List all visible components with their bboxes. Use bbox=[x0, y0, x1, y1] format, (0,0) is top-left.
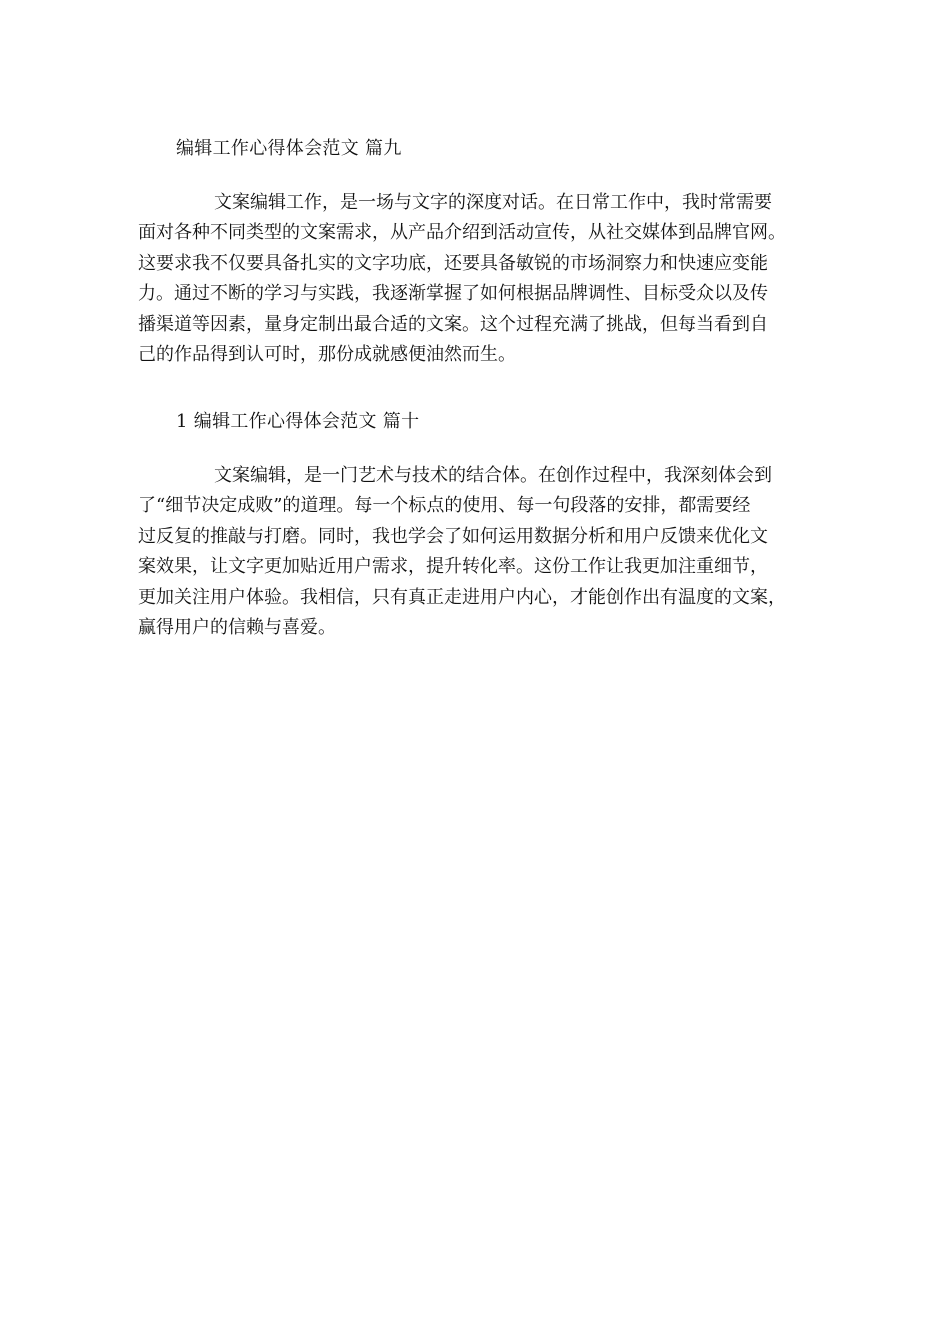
paragraph-line: 力。通过不断的学习与实践，我逐渐掌握了如何根据品牌调性、目标受众以及传 bbox=[138, 283, 768, 305]
section-paragraph bbox=[138, 188, 828, 370]
paragraph-line: 面对各种不同类型的文案需求，从产品介绍到活动宣传，从社交媒体到品牌官网。 bbox=[138, 222, 786, 244]
paragraph-line: 赢得用户的信赖与喜爱。 bbox=[138, 617, 336, 639]
paragraph-line: 文案编辑，是一门艺术与技术的结合体。在创作过程中，我深刻体会到 bbox=[214, 465, 772, 486]
paragraph-line: 文案编辑工作，是一场与文字的深度对话。在日常工作中，我时常需要 bbox=[214, 192, 772, 213]
paragraph-line: 己的作品得到认可时，那份成就感便油然而生。 bbox=[138, 344, 516, 366]
paragraph-line: 播渠道等因素，量身定制出最合适的文案。这个过程充满了挑战，但每当看到自 bbox=[138, 313, 768, 335]
paragraph-line: 了“细节决定成败”的道理。每一个标点的使用、每一句段落的安排，都需要经 bbox=[138, 495, 751, 517]
section-paragraph bbox=[138, 461, 828, 643]
paragraph-line: 这要求我不仅要具备扎实的文字功底，还要具备敏锐的市场洞察力和快速应变能 bbox=[138, 252, 768, 274]
paragraph-line: 更加关注用户体验。我相信，只有真正走进用户内心，才能创作出有温度的文案， bbox=[138, 586, 786, 608]
paragraph-line: 过反复的推敲与打磨。同时，我也学会了如何运用数据分析和用户反馈来优化文 bbox=[138, 525, 768, 547]
paragraph-line: 案效果，让文字更加贴近用户需求，提升转化率。这份工作让我更加注重细节， bbox=[138, 556, 768, 578]
section-heading: 1 编辑工作心得体会范文 篇十 bbox=[176, 411, 420, 432]
section-heading: 编辑工作心得体会范文 篇九 bbox=[176, 138, 402, 159]
